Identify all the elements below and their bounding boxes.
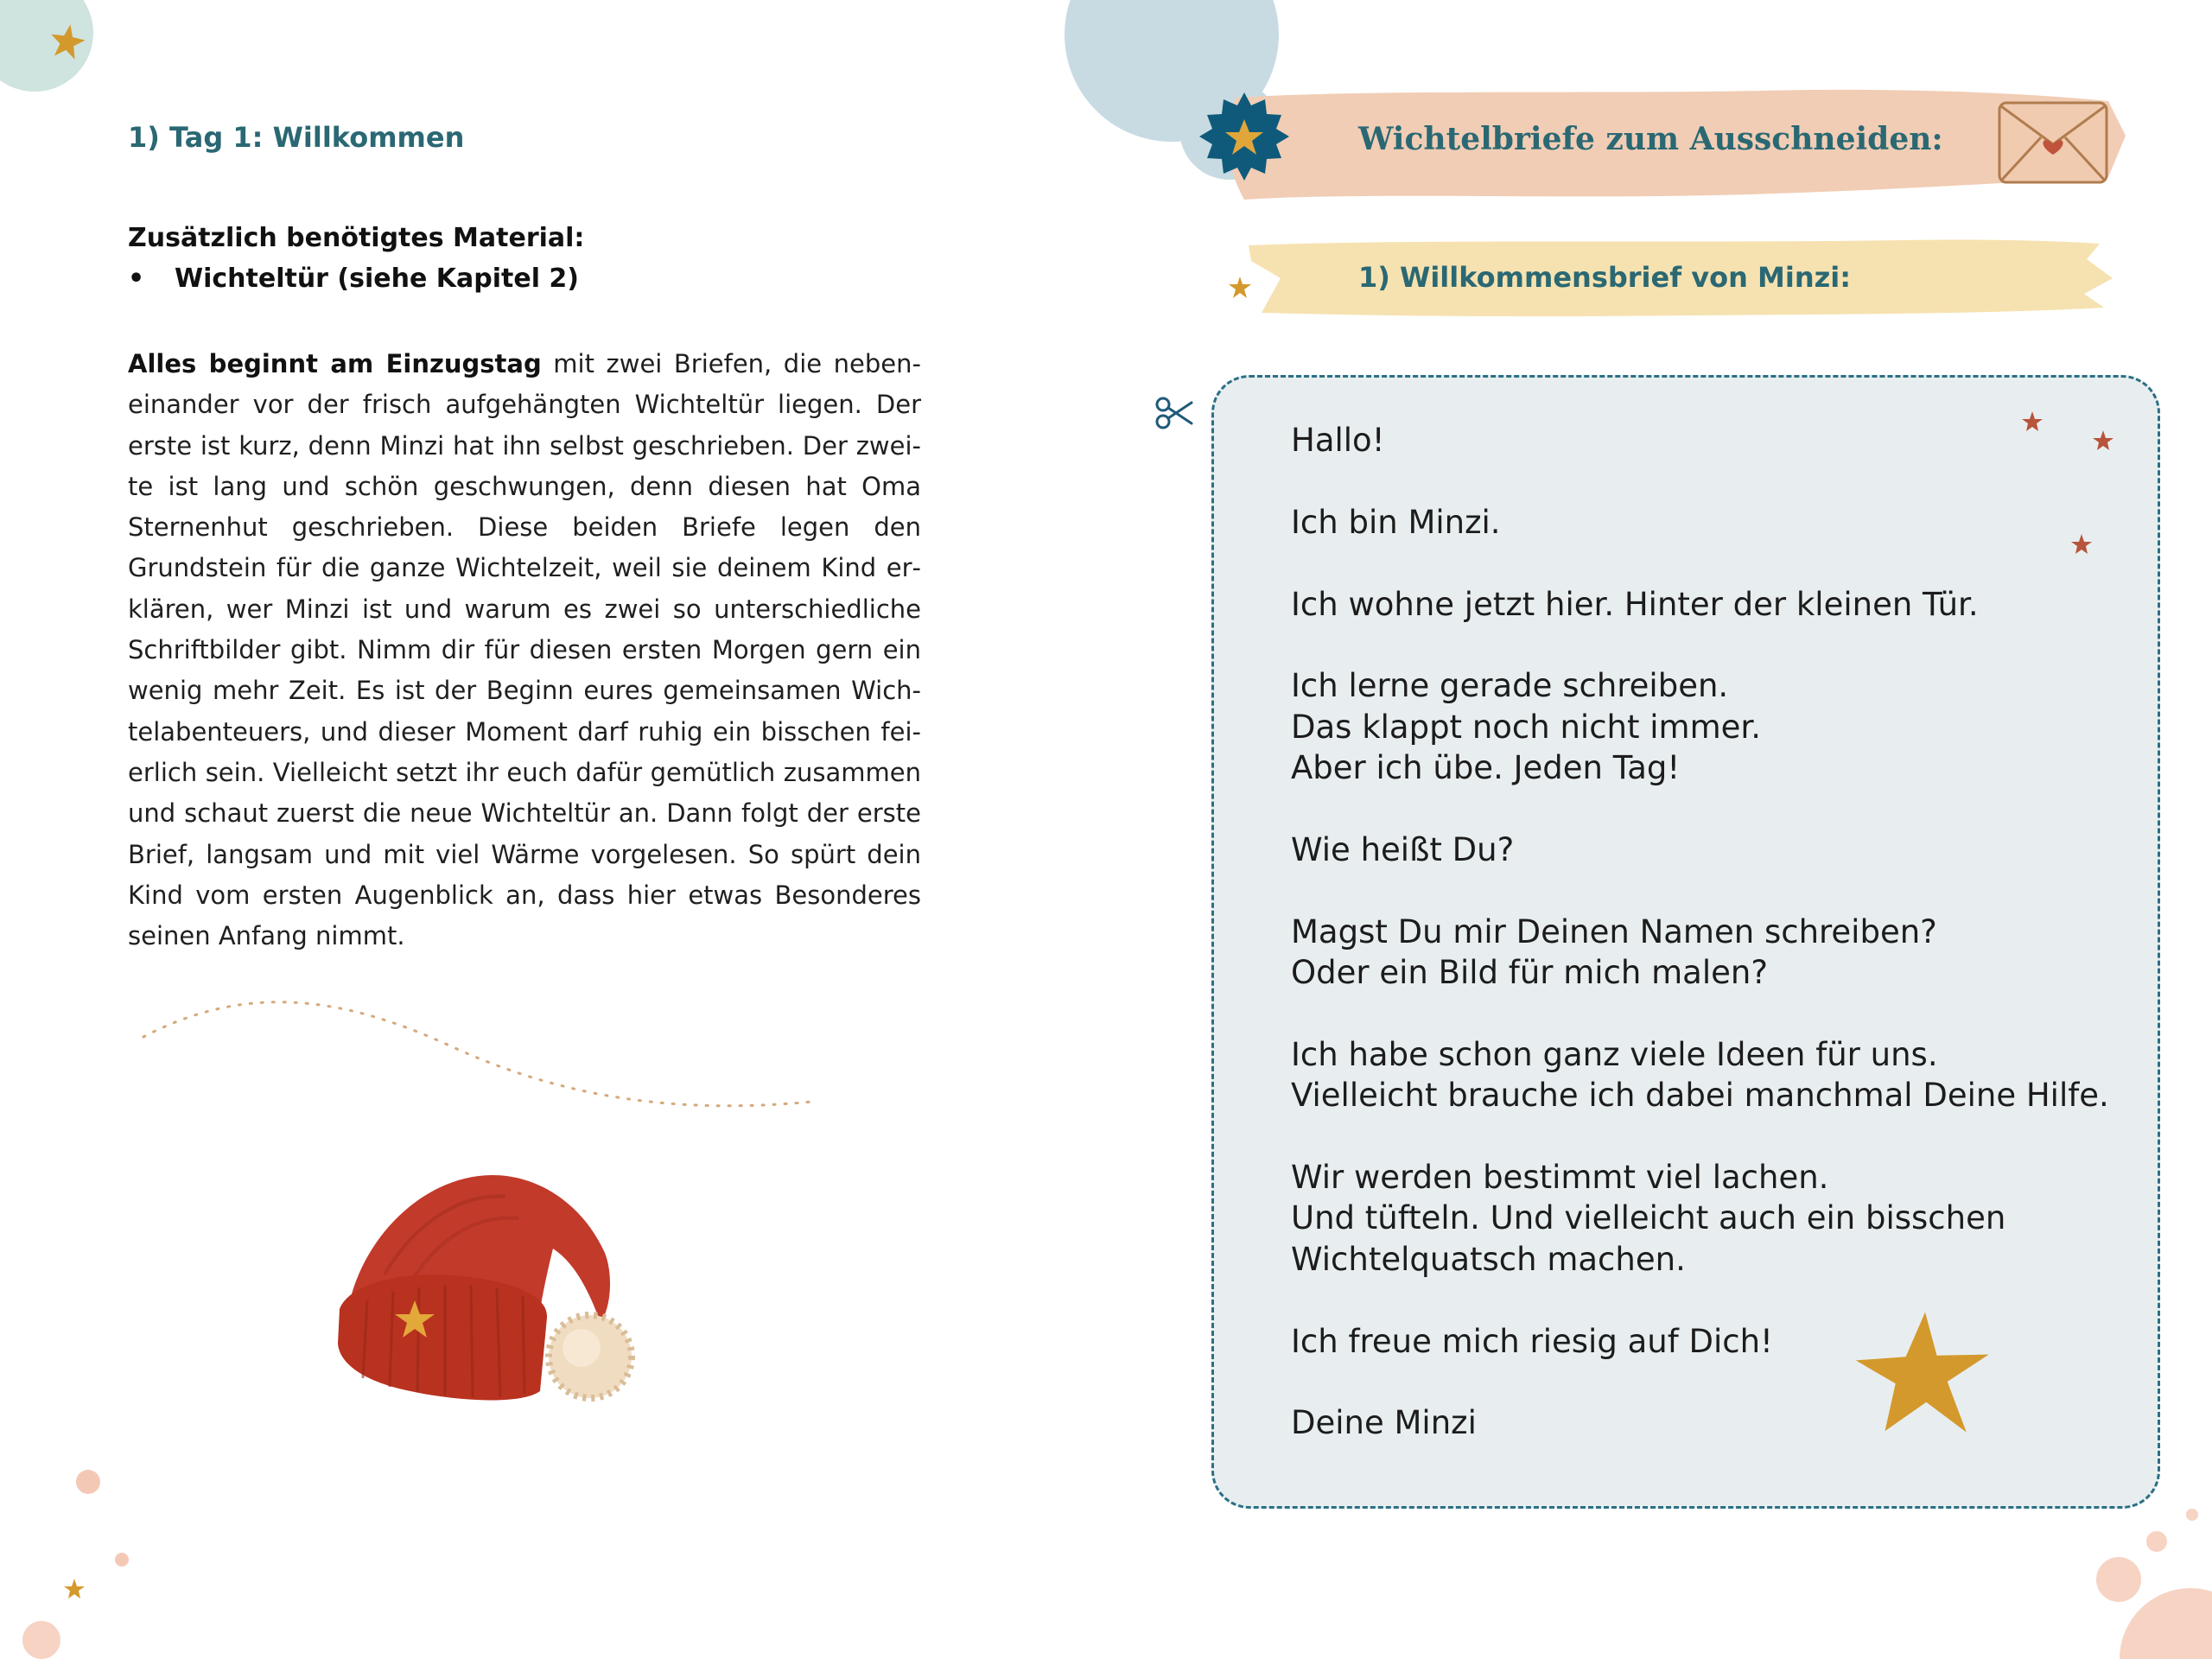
badge-star-icon: [1197, 91, 1292, 186]
corner-dots-bottom-left: [0, 1460, 156, 1659]
material-item-label: Wichteltür (siehe Kapitel 2): [175, 264, 580, 294]
body-lead: Alles beginnt am Einzugstag: [128, 349, 542, 378]
letter-line: Ich wohne jetzt hier. Hinter der kleinen Tür.: [1291, 585, 1979, 623]
letter-line: Ich bin Minzi.: [1291, 503, 1501, 541]
letter-line: Ich freue mich riesig auf Dich!: [1291, 1322, 1773, 1360]
dotted-wave-divider: [138, 985, 821, 1123]
star-icon: [64, 1579, 85, 1599]
small-star-icon: [1227, 275, 1253, 301]
letter-line: [1291, 625, 2109, 665]
material-list-item: [128, 264, 579, 294]
letter-line: Wie heißt Du?: [1291, 830, 1515, 868]
letter-line: Oder ein Bild für mich malen?: [1291, 954, 1768, 992]
corner-dots-bottom-right: [2074, 1503, 2212, 1659]
letter-line: Deine Minzi: [1291, 1404, 1477, 1442]
scissors-icon: [1154, 393, 1197, 436]
body-rest: mit zwei Briefen, die nebeneinander vor der frisch aufgehängten Wichteltür liegen. Der erste ist kurz, denn Minzi hat ihn selbst geschrieben. Der zweite ist lang und schön geschwungen, denn diesen hat Oma Sternenhut geschrieben. Diese beiden Briefe legen den Grundstein für die ganze Wichtelzeit, weil sie deinem Kind erklären, wer Minzi ist und warum es zwei so unterschiedliche Schriftbilder gibt. Nimm dir für diesen ersten Morgen gern ein wenig mehr Zeit. Es ist der Beginn eures gemeinsamen Wichtelabenteuers, und dieser Moment darf ruhig ein bisschen feierlich sein. Vielleicht setzt ihr euch dafür gemütlich zusammen und schaut zuerst die neue Wichteltür an. Dann folgt der erste Brief, langsam und mit viel Wärme vorgelesen. So spürt dein Kind vom ersten Augenblick an, dass hier etwas Besonderes seinen Anfang nimmt.: [128, 349, 921, 951]
bullet-icon: •: [128, 264, 145, 294]
letter-line: Und tüfteln. Und vielleicht auch ein bisschen: [1291, 1199, 2006, 1237]
letter-line: [1291, 543, 2109, 583]
letter-subtitle: 1) Willkommensbrief von Minzi:: [1358, 261, 1852, 294]
letter-line: [1291, 789, 2109, 830]
letter-line: [1291, 870, 2109, 911]
letter-line: Wir werden bestimmt viel lachen.: [1291, 1159, 1829, 1197]
corner-blob-top-left: [0, 0, 104, 130]
letter-line: Das klappt noch nicht immer.: [1291, 708, 1761, 746]
letter-line: [1291, 1116, 2109, 1157]
letter-line: Aber ich übe. Jeden Tag!: [1291, 749, 1681, 787]
letter-line: Hallo!: [1291, 422, 1385, 459]
letter-line: Vielleicht brauche ich dabei manchmal Deine Hilfe.: [1291, 1077, 2109, 1115]
letter-line: [1291, 993, 2109, 1033]
letter-line: Wichtelquatsch machen.: [1291, 1240, 1686, 1278]
letter-line: Ich habe schon ganz viele Ideen für uns.: [1291, 1035, 1938, 1073]
envelope-icon: [1996, 99, 2110, 186]
material-heading: Zusätzlich benötigtes Material:: [128, 223, 585, 253]
letter-line: Ich lerne gerade schreiben.: [1291, 667, 1729, 705]
section-header-title: Wichtelbriefe zum Ausschneiden:: [1358, 121, 1943, 157]
letter-line: [1291, 1280, 2109, 1320]
letter-line: [1291, 461, 2109, 501]
letter-line: Magst Du mir Deinen Namen schreiben?: [1291, 912, 1937, 950]
chapter-title: 1) Tag 1: Willkommen: [128, 121, 465, 154]
letter-body: [1291, 420, 2109, 1444]
knit-hat-illustration: [333, 1171, 635, 1430]
body-paragraph: [128, 344, 921, 957]
letter-line: [1291, 1362, 2109, 1402]
